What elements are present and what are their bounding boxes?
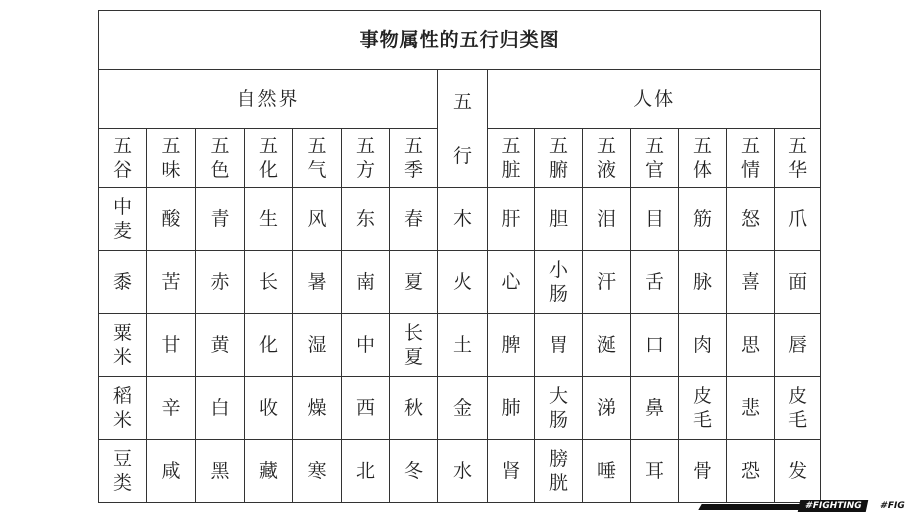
nature-header-5 [342, 129, 390, 188]
element-cell-text: 木 [452, 208, 472, 230]
body-cell [535, 188, 583, 251]
nature-cell-text: 化 [258, 334, 278, 356]
body-cell-text: 悲 [740, 397, 760, 419]
nature-cell [293, 440, 342, 503]
body-header-1 [535, 129, 583, 188]
body-cell-text: 大肠 [548, 385, 568, 431]
nature-cell-text: 白 [210, 397, 230, 419]
group-nature-label: 自然界 [99, 70, 438, 129]
body-cell-text: 思 [740, 334, 760, 356]
body-cell-text: 膀胱 [548, 448, 568, 494]
nature-cell-text: 风 [307, 208, 327, 230]
body-cell [488, 440, 535, 503]
nature-cell-text: 咸 [161, 460, 181, 482]
body-header-5-text: 五情 [740, 135, 760, 181]
body-cell [488, 314, 535, 377]
body-cell-text: 肉 [692, 334, 712, 356]
nature-cell-text: 酸 [161, 208, 181, 230]
nature-cell-text: 中麦 [112, 196, 132, 242]
element-cell [438, 251, 488, 314]
nature-cell [99, 188, 147, 251]
nature-cell [196, 377, 245, 440]
element-cell [438, 188, 488, 251]
body-cell [583, 251, 631, 314]
nature-cell [293, 377, 342, 440]
nature-header-5-text: 五方 [355, 135, 375, 181]
nature-cell-text: 生 [258, 208, 278, 230]
footer-badge-fig: #FIG [878, 501, 906, 511]
body-header-1-text: 五腑 [548, 135, 568, 181]
body-cell [631, 251, 679, 314]
nature-header-4 [293, 129, 342, 188]
body-cell [775, 440, 821, 503]
wuxing-table [98, 10, 821, 503]
element-cell-text: 金 [452, 397, 472, 419]
table-row [99, 314, 821, 377]
nature-cell-text: 夏 [403, 271, 423, 293]
body-cell-text: 小肠 [548, 259, 568, 305]
footer-badges [793, 498, 910, 512]
body-cell-text: 胃 [548, 334, 568, 356]
body-cell [775, 188, 821, 251]
table-row [99, 188, 821, 251]
body-cell [535, 251, 583, 314]
body-cell-text: 耳 [644, 460, 664, 482]
nature-cell [147, 188, 196, 251]
nature-cell [293, 188, 342, 251]
nature-cell [342, 188, 390, 251]
body-cell-text: 鼻 [644, 397, 664, 419]
body-header-6-text: 五华 [788, 135, 808, 181]
nature-cell [390, 188, 438, 251]
body-cell [775, 377, 821, 440]
decorative-stripe [698, 504, 801, 510]
nature-cell [99, 377, 147, 440]
nature-cell [147, 251, 196, 314]
nature-cell-text: 中 [355, 334, 375, 356]
body-cell [775, 251, 821, 314]
body-cell-text: 脾 [501, 334, 521, 356]
body-cell-text: 喜 [740, 271, 760, 293]
page-title: 事物属性的五行归类图 [99, 11, 821, 70]
nature-header-1 [147, 129, 196, 188]
body-header-6 [775, 129, 821, 188]
nature-cell [99, 440, 147, 503]
group-body-label: 人体 [488, 70, 821, 129]
nature-header-2-text: 五色 [210, 135, 230, 181]
body-cell-text: 皮毛 [788, 385, 808, 431]
body-cell [727, 188, 775, 251]
nature-cell-text: 寒 [307, 460, 327, 482]
body-header-0 [488, 129, 535, 188]
body-cell-text: 目 [644, 208, 664, 230]
body-cell-text: 肾 [501, 460, 521, 482]
nature-cell [390, 377, 438, 440]
body-header-0-text: 五脏 [501, 135, 521, 181]
element-cell-text: 水 [452, 460, 472, 482]
element-cell [438, 377, 488, 440]
body-cell-text: 肺 [501, 397, 521, 419]
nature-cell-text: 甘 [161, 334, 181, 356]
nature-cell [245, 251, 293, 314]
nature-cell-text: 赤 [210, 271, 230, 293]
nature-cell [342, 314, 390, 377]
body-header-4-text: 五体 [692, 135, 712, 181]
nature-header-6-text: 五季 [403, 135, 423, 181]
nature-cell-text: 湿 [307, 334, 327, 356]
nature-cell-text: 冬 [403, 460, 423, 482]
nature-cell-text: 辛 [161, 397, 181, 419]
body-cell-text: 唾 [596, 460, 616, 482]
nature-cell [293, 251, 342, 314]
body-cell-text: 爪 [788, 208, 808, 230]
nature-cell-text: 南 [355, 271, 375, 293]
table-row [99, 377, 821, 440]
nature-cell-text: 藏 [258, 460, 278, 482]
wuxing-table-container [98, 10, 820, 498]
nature-cell-text: 黄 [210, 334, 230, 356]
nature-cell-text: 长夏 [403, 322, 423, 368]
body-cell-text: 口 [644, 334, 664, 356]
nature-cell [99, 251, 147, 314]
nature-header-3 [245, 129, 293, 188]
wuxing-column-header [438, 70, 488, 188]
nature-header-0 [99, 129, 147, 188]
body-cell-text: 发 [788, 460, 808, 482]
body-cell [727, 314, 775, 377]
nature-cell [196, 440, 245, 503]
nature-cell [390, 251, 438, 314]
body-header-5 [727, 129, 775, 188]
nature-cell-text: 暑 [307, 271, 327, 293]
body-cell [679, 251, 727, 314]
body-header-3-text: 五官 [644, 135, 664, 181]
nature-cell [245, 377, 293, 440]
body-header-3 [631, 129, 679, 188]
nature-header-4-text: 五气 [307, 135, 327, 181]
nature-cell-text: 长 [258, 271, 278, 293]
nature-cell-text: 粟米 [112, 322, 132, 368]
body-cell [583, 188, 631, 251]
element-cell [438, 314, 488, 377]
nature-cell [342, 440, 390, 503]
body-cell [583, 440, 631, 503]
body-cell-text: 胆 [548, 208, 568, 230]
body-cell [727, 251, 775, 314]
element-cell-text: 土 [452, 334, 472, 356]
body-cell [679, 440, 727, 503]
body-cell-text: 舌 [644, 271, 664, 293]
nature-header-2 [196, 129, 245, 188]
table-row [99, 251, 821, 314]
nature-cell-text: 黍 [112, 271, 132, 293]
body-header-2 [583, 129, 631, 188]
body-cell [679, 314, 727, 377]
nature-cell-text: 秋 [403, 397, 423, 419]
body-header-4 [679, 129, 727, 188]
nature-cell-text: 苦 [161, 271, 181, 293]
nature-cell [99, 314, 147, 377]
nature-cell-text: 东 [355, 208, 375, 230]
body-cell-text: 肝 [501, 208, 521, 230]
body-cell [583, 377, 631, 440]
nature-cell [196, 251, 245, 314]
element-cell [438, 440, 488, 503]
nature-cell [196, 188, 245, 251]
body-cell [488, 188, 535, 251]
body-cell [631, 188, 679, 251]
nature-cell [390, 314, 438, 377]
body-cell-text: 皮毛 [692, 385, 712, 431]
nature-cell-text: 收 [258, 397, 278, 419]
body-cell-text: 骨 [692, 460, 712, 482]
nature-cell [342, 377, 390, 440]
nature-cell [147, 440, 196, 503]
body-cell [775, 314, 821, 377]
body-cell [679, 377, 727, 440]
body-cell [631, 377, 679, 440]
nature-cell [293, 314, 342, 377]
nature-cell [342, 251, 390, 314]
nature-header-1-text: 五味 [161, 135, 181, 181]
nature-cell-text: 西 [355, 397, 375, 419]
body-header-2-text: 五液 [596, 135, 616, 181]
table-row [99, 440, 821, 503]
body-cell [535, 440, 583, 503]
body-cell-text: 面 [788, 271, 808, 293]
nature-cell [147, 314, 196, 377]
element-cell-text: 火 [452, 271, 472, 293]
nature-cell [147, 377, 196, 440]
body-cell [535, 314, 583, 377]
footer-badge-fighting: #FIGHTING [798, 500, 869, 512]
body-cell-text: 涎 [596, 334, 616, 356]
nature-cell-text: 豆类 [112, 448, 132, 494]
nature-header-0-text: 五谷 [112, 135, 132, 181]
body-cell [583, 314, 631, 377]
wuxing-header-top: 五 [452, 90, 472, 113]
body-cell-text: 脉 [692, 271, 712, 293]
nature-cell [390, 440, 438, 503]
wuxing-header-bottom: 行 [452, 144, 472, 167]
body-cell [631, 314, 679, 377]
nature-cell-text: 稻米 [112, 385, 132, 431]
nature-cell [245, 188, 293, 251]
body-cell-text: 泪 [596, 208, 616, 230]
nature-cell [196, 314, 245, 377]
body-cell-text: 汗 [596, 271, 616, 293]
nature-cell-text: 燥 [307, 397, 327, 419]
nature-header-6 [390, 129, 438, 188]
body-cell-text: 涕 [596, 397, 616, 419]
body-cell-text: 筋 [692, 208, 712, 230]
body-cell-text: 唇 [788, 334, 808, 356]
nature-cell [245, 440, 293, 503]
body-cell [631, 440, 679, 503]
nature-header-3-text: 五化 [258, 135, 278, 181]
body-cell-text: 怒 [740, 208, 760, 230]
body-cell [679, 188, 727, 251]
body-cell [727, 377, 775, 440]
body-cell [488, 251, 535, 314]
body-cell [535, 377, 583, 440]
body-cell-text: 心 [501, 271, 521, 293]
body-cell [488, 377, 535, 440]
nature-cell-text: 北 [355, 460, 375, 482]
body-cell [727, 440, 775, 503]
body-cell-text: 恐 [740, 460, 760, 482]
nature-cell-text: 黑 [210, 460, 230, 482]
nature-cell-text: 青 [210, 208, 230, 230]
nature-cell-text: 春 [403, 208, 423, 230]
nature-cell [245, 314, 293, 377]
